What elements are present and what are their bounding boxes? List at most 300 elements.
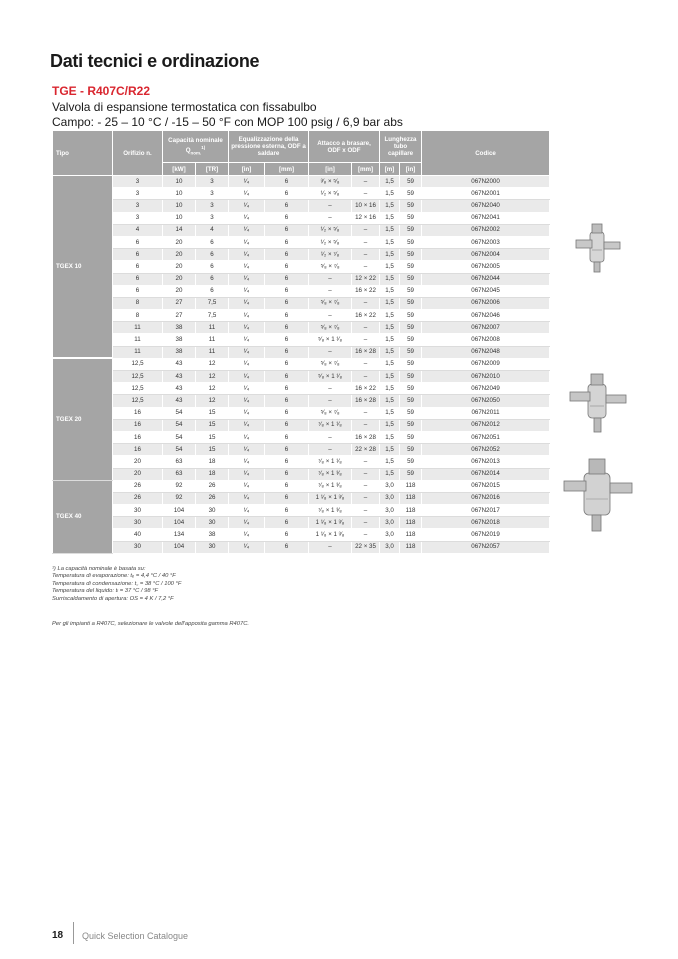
table-cell: ¹⁄₂ × ⁵⁄₈ [309,188,352,200]
footnote-line: Temperatura del liquido: tₗ = 37 °C / 98 °F [52,588,159,595]
table-row [53,395,550,407]
unit-mm: [mm] [352,163,380,176]
table-cell: – [352,505,380,517]
table-cell: – [352,322,380,334]
table-cell: 38 [163,346,196,358]
table-cell: 10 [163,188,196,200]
table-cell: 1,5 [380,176,400,188]
table-cell: 43 [163,358,196,370]
table-cell: 14 [163,224,196,236]
table-cell: – [309,310,352,322]
table-cell: 6 [265,541,309,553]
table-cell: 3,0 [380,529,400,541]
table-cell: 59 [400,358,422,370]
table-cell: 1,5 [380,468,400,480]
table-row [53,334,550,346]
table-cell: 067N2013 [422,456,550,468]
header-lunghezza: Lunghezza tubo capillare [380,131,422,163]
table-row [53,188,550,200]
technical-data-table [52,130,550,554]
table-cell: 54 [163,419,196,431]
footnote-line: Temperatura di condensazione: t꜀ = 38 °C / 100 °F [52,580,182,587]
table-cell: ¹⁄₄ [229,273,265,285]
table-cell: 30 [196,541,229,553]
table-cell: 067N2018 [422,517,550,529]
table-cell: 6 [265,371,309,383]
table-cell: 3,0 [380,492,400,504]
table-cell: 59 [400,456,422,468]
table-cell: ¹⁄₄ [229,212,265,224]
table-cell: 7,5 [196,297,229,309]
table-cell: 6 [265,273,309,285]
table-cell: 38 [163,322,196,334]
table-cell: 59 [400,407,422,419]
table-cell: 12,5 [113,358,163,370]
table-cell: 6 [265,505,309,517]
table-row [53,261,550,273]
table-cell: 59 [400,285,422,297]
table-cell: 6 [113,261,163,273]
table-cell: 067N2006 [422,297,550,309]
table-cell: 54 [163,431,196,443]
table-cell: 6 [196,261,229,273]
table-cell: 1 ¹⁄₈ × 1 ³⁄₈ [309,492,352,504]
table-cell: ⁵⁄₈ × ⁷⁄₈ [309,358,352,370]
table-cell: 118 [400,529,422,541]
table-cell: 6 [265,383,309,395]
table-cell: – [352,419,380,431]
table-cell: ¹⁄₄ [229,261,265,273]
footnote-line: ¹) La capacità nominale è basata su: [52,566,146,572]
table-cell: 1,5 [380,261,400,273]
table-cell: 12 [196,395,229,407]
table-cell: 6 [265,529,309,541]
table-cell: 6 [265,310,309,322]
table-cell: 067N2014 [422,468,550,480]
valve-type-cell: TGEX 10 [53,176,113,359]
table-cell: ⁵⁄₈ × ⁷⁄₈ [309,322,352,334]
table-cell: 40 [113,529,163,541]
table-cell: 59 [400,249,422,261]
table-cell: 1,5 [380,383,400,395]
table-cell: 20 [163,261,196,273]
unit-kw: [kW] [163,163,196,176]
table-cell: ⁵⁄₈ × 1 ¹⁄₈ [309,371,352,383]
table-cell: ¹⁄₄ [229,541,265,553]
table-cell: 1,5 [380,371,400,383]
table-cell: ⁷⁄₈ × 1 ¹⁄₈ [309,419,352,431]
table-cell: 26 [196,480,229,492]
table-row [53,176,550,188]
table-cell: 118 [400,505,422,517]
table-cell: 067N2044 [422,273,550,285]
table-cell: 11 [113,346,163,358]
table-cell: ⁷⁄₈ × 1 ³⁄₈ [309,468,352,480]
table-cell: 1,5 [380,273,400,285]
table-cell: 067N2052 [422,444,550,456]
table-cell: 6 [265,346,309,358]
table-cell: – [352,480,380,492]
table-row [53,310,550,322]
table-cell: 067N2051 [422,431,550,443]
table-cell: 11 [113,334,163,346]
table-cell: ¹⁄₄ [229,444,265,456]
table-cell: 59 [400,212,422,224]
table-row [53,419,550,431]
table-cell: 067N2040 [422,200,550,212]
unit-in: [in] [229,163,265,176]
table-cell: ¹⁄₂ × ⁷⁄₈ [309,249,352,261]
table-cell: 104 [163,505,196,517]
table-cell: 067N2004 [422,249,550,261]
table-cell: 3 [113,200,163,212]
table-cell: 15 [196,419,229,431]
table-cell: ¹⁄₄ [229,456,265,468]
table-cell: 6 [265,395,309,407]
table-cell: 16 × 28 [352,395,380,407]
table-cell: ⁵⁄₈ × 1 ¹⁄₈ [309,334,352,346]
table-cell: 118 [400,541,422,553]
table-cell: 3 [196,200,229,212]
table-cell: – [352,358,380,370]
valve-tgex40-illustration [560,455,636,535]
table-cell: 067N2001 [422,188,550,200]
table-row [53,541,550,553]
table-cell: 11 [196,322,229,334]
footer-divider [73,922,74,944]
table-cell: 15 [196,407,229,419]
table-cell: 1,5 [380,285,400,297]
table-cell: – [309,285,352,297]
table-cell: 22 × 35 [352,541,380,553]
table-cell: 067N2057 [422,541,550,553]
table-cell: – [352,468,380,480]
table-row [53,346,550,358]
table-cell: ¹⁄₂ × ⁵⁄₈ [309,236,352,248]
table-cell: 6 [265,358,309,370]
table-cell: ¹⁄₄ [229,407,265,419]
table-cell: – [352,407,380,419]
table-cell: – [352,261,380,273]
table-cell: 54 [163,407,196,419]
table-cell: 118 [400,517,422,529]
table-cell: 59 [400,468,422,480]
header-equalizzazione: Equalizzazione della pressione esterna, ODF a saldare [229,131,309,163]
table-cell: 20 [163,236,196,248]
table-cell: 3 [196,176,229,188]
table-cell: 63 [163,468,196,480]
header-tipo: Tipo [53,131,113,176]
table-cell: 3 [113,188,163,200]
range-description: Campo: - 25 – 10 °C / -15 – 50 °F con MOP 100 psig / 6,9 bar abs [52,115,403,129]
table-cell: 59 [400,346,422,358]
table-cell: ¹⁄₄ [229,371,265,383]
table-cell: 12 × 16 [352,212,380,224]
table-cell: ⁷⁄₈ × 1 ¹⁄₈ [309,456,352,468]
table-cell: 067N2008 [422,334,550,346]
table-cell: 26 [113,480,163,492]
table-cell: 067N2005 [422,261,550,273]
table-cell: 16 × 22 [352,310,380,322]
table-cell: 59 [400,431,422,443]
table-cell: ¹⁄₄ [229,224,265,236]
table-cell: 1,5 [380,358,400,370]
table-cell: 3,0 [380,541,400,553]
table-cell: 8 [113,297,163,309]
unit-m: [m] [380,163,400,176]
table-row [53,517,550,529]
table-row [53,200,550,212]
table-cell: 59 [400,200,422,212]
table-cell: – [352,492,380,504]
table-cell: 6 [265,249,309,261]
table-cell: ¹⁄₄ [229,492,265,504]
table-cell: – [352,176,380,188]
table-cell: 59 [400,310,422,322]
table-cell: ⁷⁄₈ × 1 ³⁄₈ [309,480,352,492]
table-cell: ⁵⁄₈ × ⁷⁄₈ [309,407,352,419]
table-cell: ¹⁄₄ [229,334,265,346]
table-cell: 16 × 22 [352,285,380,297]
valve-tgex10-illustration [570,220,626,276]
table-cell: – [352,297,380,309]
table-cell: 59 [400,444,422,456]
table-cell: 15 [196,444,229,456]
table-cell: 6 [113,285,163,297]
table-cell: 92 [163,492,196,504]
header-codice: Codice [422,131,550,176]
table-cell: 1,5 [380,236,400,248]
table-cell: – [352,456,380,468]
page-title: Dati tecnici e ordinazione [50,51,260,71]
table-cell: 63 [163,456,196,468]
table-cell: 30 [196,505,229,517]
table-cell: 3 [113,176,163,188]
table-row [53,529,550,541]
table-cell: – [352,371,380,383]
table-cell: ¹⁄₄ [229,176,265,188]
table-cell: 6 [265,176,309,188]
table-cell: 30 [113,517,163,529]
table-row [53,371,550,383]
table-cell: 59 [400,383,422,395]
table-cell: 16 × 28 [352,346,380,358]
table-cell: 067N2045 [422,285,550,297]
valve-tgex20-illustration [566,370,630,436]
table-cell: ¹⁄₄ [229,505,265,517]
table-cell: 6 [196,249,229,261]
table-cell: 6 [265,236,309,248]
table-cell: 20 [113,468,163,480]
table-row [53,505,550,517]
table-cell: 067N2048 [422,346,550,358]
table-cell: 6 [265,492,309,504]
table-cell: 104 [163,541,196,553]
unit-tr: [TR] [196,163,229,176]
table-cell: 59 [400,273,422,285]
table-cell: 59 [400,419,422,431]
table-cell: 067N2016 [422,492,550,504]
table-cell: 1,5 [380,188,400,200]
table-cell: 067N2050 [422,395,550,407]
table-cell: ¹⁄₄ [229,188,265,200]
table-cell: ¹⁄₄ [229,480,265,492]
table-row [53,407,550,419]
table-cell: 1,5 [380,431,400,443]
table-cell: 59 [400,176,422,188]
table-cell: 12 [196,371,229,383]
table-cell: 6 [265,468,309,480]
table-cell: 30 [113,505,163,517]
table-cell: 1,5 [380,310,400,322]
table-cell: 3,0 [380,517,400,529]
table-cell: 16 [113,407,163,419]
table-cell: 54 [163,444,196,456]
table-cell: 1,5 [380,395,400,407]
table-cell: 15 [196,431,229,443]
header-attacco: Attacco a brasare, ODF x ODF [309,131,380,163]
footnotes [52,566,181,603]
table-body [53,176,550,554]
table-cell: 6 [265,285,309,297]
table-cell: 20 [113,456,163,468]
table-cell: ¹⁄₄ [229,431,265,443]
table-cell: ¹⁄₄ [229,200,265,212]
table-cell: 104 [163,517,196,529]
table-cell: 16 [113,444,163,456]
table-cell: 067N2000 [422,176,550,188]
table-cell: 59 [400,297,422,309]
table-cell: 10 [163,212,196,224]
table-cell: 067N2041 [422,212,550,224]
table-cell: 10 [163,176,196,188]
table-cell: 27 [163,310,196,322]
table-cell: 6 [265,444,309,456]
table-cell: 16 [113,419,163,431]
table-cell: ¹⁄₂ × ⁵⁄₈ [309,224,352,236]
page-number: 18 [52,930,64,941]
unit-in: [in] [309,163,352,176]
table-cell: – [309,431,352,443]
table-cell: 12,5 [113,371,163,383]
table-cell: 067N2046 [422,310,550,322]
table-row [53,236,550,248]
table-cell: 6 [265,480,309,492]
table-cell: 1,5 [380,322,400,334]
table-cell: 18 [196,468,229,480]
table-cell: – [309,541,352,553]
table-cell: 20 [163,285,196,297]
table-cell: 6 [196,236,229,248]
product-description: Valvola di espansione termostatica con fissabulbo [52,100,317,114]
table-cell: 3 [113,212,163,224]
table-cell: 3 [196,212,229,224]
table-cell: 6 [265,322,309,334]
table-cell: ¹⁄₄ [229,517,265,529]
table-cell: 6 [265,212,309,224]
table-cell: – [352,529,380,541]
table-cell: ¹⁄₄ [229,529,265,541]
header-capacita: Capacità nominale $Q_{nom.}^{1)}$ [163,131,229,163]
table-cell: ⁵⁄₈ × ⁷⁄₈ [309,297,352,309]
table-cell: 6 [113,273,163,285]
table-row [53,273,550,285]
table-cell: ⁵⁄₈ × ⁷⁄₈ [309,261,352,273]
table-cell: ¹⁄₄ [229,310,265,322]
table-cell: 1,5 [380,200,400,212]
table-cell: ¹⁄₄ [229,419,265,431]
table-row [53,322,550,334]
table-cell: 1 ¹⁄₈ × 1 ³⁄₈ [309,517,352,529]
table-cell: ¹⁄₄ [229,358,265,370]
table-cell: 6 [265,517,309,529]
table-cell: – [352,188,380,200]
table-cell: 3,0 [380,480,400,492]
table-row [53,224,550,236]
table-cell: 20 [163,273,196,285]
table-cell: 30 [113,541,163,553]
table-row [53,468,550,480]
footnote-line: Surriscaldamento di apertura: OS = 4 K / 7,2 °F [52,595,174,602]
table-cell: 12,5 [113,395,163,407]
table-cell: 1,5 [380,224,400,236]
table-cell: 067N2019 [422,529,550,541]
table-cell: 3,0 [380,505,400,517]
table-cell: 16 × 28 [352,431,380,443]
table-cell: ¹⁄₄ [229,322,265,334]
table-cell: 067N2049 [422,383,550,395]
table-cell: – [352,334,380,346]
footnote-line: Temperatura di evaporazione: tₑ = 4,4 °C / 40 °F [52,573,176,580]
table-cell: 067N2007 [422,322,550,334]
table-cell: ¹⁄₄ [229,249,265,261]
table-cell: 20 [163,249,196,261]
table-cell: 6 [265,261,309,273]
table-cell: 16 × 22 [352,383,380,395]
table-cell: 6 [265,224,309,236]
table-row [53,480,550,492]
table-cell: 1,5 [380,297,400,309]
table-cell: 6 [113,236,163,248]
table-cell: 6 [196,273,229,285]
table-cell: 59 [400,395,422,407]
table-cell: 7,5 [196,310,229,322]
table-cell: 10 [163,200,196,212]
table-cell: – [309,273,352,285]
table-row [53,358,550,370]
table-cell: 11 [113,322,163,334]
table-cell: 1 ¹⁄₈ × 1 ³⁄₈ [309,529,352,541]
table-cell: 1,5 [380,249,400,261]
table-cell: 92 [163,480,196,492]
table-row [53,431,550,443]
r407c-note: Per gli impianti a R407C, selezionare le valvole dell'apposita gamma R407C. [52,621,250,627]
table-cell: 1,5 [380,407,400,419]
table-cell: 59 [400,322,422,334]
table-cell: 43 [163,383,196,395]
valve-type-cell: TGEX 40 [53,480,113,553]
table-cell: 6 [265,297,309,309]
unit-mm: [mm] [265,163,309,176]
table-cell: 1,5 [380,346,400,358]
catalogue-name: Quick Selection Catalogue [82,931,189,941]
table-cell: ¹⁄₄ [229,285,265,297]
table-cell: ³⁄₈ × ⁵⁄₈ [309,176,352,188]
table-cell: – [309,395,352,407]
table-cell: – [309,200,352,212]
table-row [53,249,550,261]
table-cell: 1,5 [380,456,400,468]
